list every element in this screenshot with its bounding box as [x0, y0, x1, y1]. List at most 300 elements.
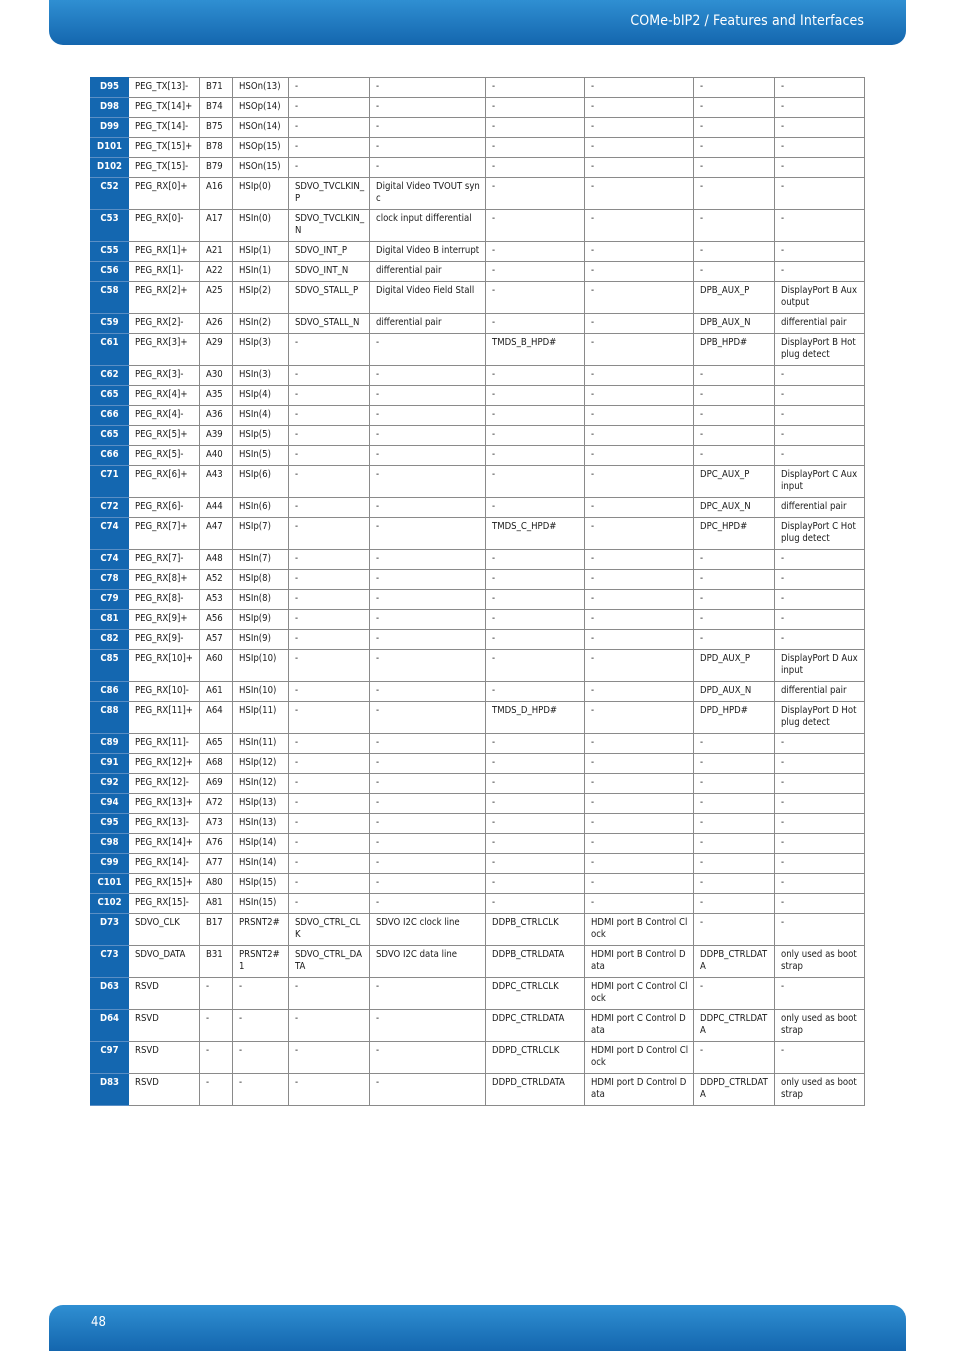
- dp-signal-cell: DPD_AUX_N: [694, 682, 775, 702]
- sdvo-desc-cell: -: [370, 1074, 486, 1106]
- peg-signal-cell: PRSNT2#: [233, 914, 289, 946]
- dp-signal-cell: DPD_HPD#: [694, 702, 775, 734]
- signal-cell: PEG_TX[14]+: [129, 98, 200, 118]
- signal-cell: PEG_RX[2]+: [129, 282, 200, 314]
- table-row: [91, 978, 865, 1010]
- peg-signal-cell: HSIp(6): [233, 466, 289, 498]
- pin-cell: C58: [91, 282, 129, 314]
- peg-signal-cell: HSIp(13): [233, 794, 289, 814]
- peg-signal-cell: HSOp(14): [233, 98, 289, 118]
- dp-signal-cell: DPD_AUX_P: [694, 650, 775, 682]
- signal-cell: PEG_RX[9]-: [129, 630, 200, 650]
- signal-cell: PEG_RX[1]+: [129, 242, 200, 262]
- table-row: [91, 894, 865, 914]
- peg-signal-cell: -: [233, 1074, 289, 1106]
- signal-cell: RSVD: [129, 1074, 200, 1106]
- sdvo-signal-cell: -: [289, 874, 370, 894]
- sdvo-desc-cell: -: [370, 406, 486, 426]
- signal-cell: RSVD: [129, 1042, 200, 1074]
- dp-desc-cell: -: [775, 794, 865, 814]
- tmds-signal-cell: -: [486, 78, 585, 98]
- tmds-desc-cell: -: [585, 78, 694, 98]
- dp-signal-cell: -: [694, 178, 775, 210]
- table-row: [91, 314, 865, 334]
- sdvo-desc-cell: -: [370, 874, 486, 894]
- dp-signal-cell: DDPC_CTRLDATA: [694, 1010, 775, 1042]
- signal-cell: PEG_RX[14]+: [129, 834, 200, 854]
- peg-signal-cell: HSIn(9): [233, 630, 289, 650]
- peg-pin-cell: A64: [200, 702, 233, 734]
- sdvo-desc-cell: -: [370, 682, 486, 702]
- pin-cell: C97: [91, 1042, 129, 1074]
- tmds-desc-cell: -: [585, 894, 694, 914]
- sdvo-desc-cell: -: [370, 834, 486, 854]
- sdvo-desc-cell: -: [370, 978, 486, 1010]
- sdvo-signal-cell: -: [289, 386, 370, 406]
- peg-pin-cell: A17: [200, 210, 233, 242]
- tmds-signal-cell: -: [486, 774, 585, 794]
- table-row: [91, 610, 865, 630]
- table-row: [91, 158, 865, 178]
- table-row: [91, 446, 865, 466]
- tmds-desc-cell: -: [585, 158, 694, 178]
- table-row: [91, 118, 865, 138]
- pin-cell: C91: [91, 754, 129, 774]
- pin-cell: C74: [91, 518, 129, 550]
- dp-desc-cell: -: [775, 1042, 865, 1074]
- peg-signal-cell: HSIn(6): [233, 498, 289, 518]
- tmds-signal-cell: -: [486, 98, 585, 118]
- dp-signal-cell: -: [694, 446, 775, 466]
- dp-signal-cell: -: [694, 590, 775, 610]
- table-row: [91, 210, 865, 242]
- peg-signal-cell: HSIn(12): [233, 774, 289, 794]
- sdvo-desc-cell: differential pair: [370, 314, 486, 334]
- tmds-signal-cell: DDPC_CTRLDATA: [486, 1010, 585, 1042]
- sdvo-signal-cell: SDVO_CTRL_DATA: [289, 946, 370, 978]
- peg-pin-cell: A65: [200, 734, 233, 754]
- peg-signal-cell: HSIn(14): [233, 854, 289, 874]
- signal-cell: PEG_RX[8]+: [129, 570, 200, 590]
- peg-signal-cell: HSIp(10): [233, 650, 289, 682]
- sdvo-signal-cell: -: [289, 334, 370, 366]
- pin-cell: D63: [91, 978, 129, 1010]
- pin-cell: C85: [91, 650, 129, 682]
- tmds-signal-cell: -: [486, 834, 585, 854]
- dp-signal-cell: -: [694, 242, 775, 262]
- pin-table-body: [91, 78, 865, 1106]
- sdvo-desc-cell: -: [370, 794, 486, 814]
- dp-desc-cell: DisplayPort C Hotplug detect: [775, 518, 865, 550]
- table-row: [91, 914, 865, 946]
- sdvo-desc-cell: -: [370, 78, 486, 98]
- dp-desc-cell: -: [775, 570, 865, 590]
- table-row: [91, 262, 865, 282]
- dp-desc-cell: -: [775, 978, 865, 1010]
- tmds-signal-cell: TMDS_C_HPD#: [486, 518, 585, 550]
- peg-signal-cell: -: [233, 978, 289, 1010]
- sdvo-desc-cell: -: [370, 550, 486, 570]
- sdvo-signal-cell: -: [289, 590, 370, 610]
- sdvo-desc-cell: -: [370, 814, 486, 834]
- signal-cell: SDVO_DATA: [129, 946, 200, 978]
- table-row: [91, 946, 865, 978]
- tmds-desc-cell: -: [585, 406, 694, 426]
- peg-signal-cell: HSIp(0): [233, 178, 289, 210]
- peg-signal-cell: HSOn(14): [233, 118, 289, 138]
- tmds-signal-cell: -: [486, 854, 585, 874]
- page-header: [49, 0, 906, 45]
- peg-pin-cell: A68: [200, 754, 233, 774]
- tmds-signal-cell: -: [486, 158, 585, 178]
- peg-signal-cell: HSIp(14): [233, 834, 289, 854]
- table-row: [91, 814, 865, 834]
- tmds-signal-cell: -: [486, 894, 585, 914]
- peg-pin-cell: A72: [200, 794, 233, 814]
- dp-desc-cell: -: [775, 610, 865, 630]
- tmds-desc-cell: -: [585, 854, 694, 874]
- dp-desc-cell: -: [775, 590, 865, 610]
- peg-signal-cell: HSIn(13): [233, 814, 289, 834]
- dp-desc-cell: -: [775, 118, 865, 138]
- peg-pin-cell: -: [200, 1042, 233, 1074]
- dp-signal-cell: -: [694, 138, 775, 158]
- dp-signal-cell: -: [694, 1042, 775, 1074]
- dp-signal-cell: DDPB_CTRLDATA: [694, 946, 775, 978]
- tmds-desc-cell: -: [585, 630, 694, 650]
- dp-desc-cell: -: [775, 178, 865, 210]
- signal-cell: PEG_RX[15]-: [129, 894, 200, 914]
- signal-cell: PEG_RX[11]+: [129, 702, 200, 734]
- pin-cell: C78: [91, 570, 129, 590]
- pin-cell: C71: [91, 466, 129, 498]
- peg-signal-cell: HSIp(2): [233, 282, 289, 314]
- tmds-desc-cell: -: [585, 702, 694, 734]
- tmds-desc-cell: HDMI port D Control Clock: [585, 1042, 694, 1074]
- tmds-desc-cell: -: [585, 118, 694, 138]
- sdvo-signal-cell: -: [289, 702, 370, 734]
- dp-desc-cell: -: [775, 874, 865, 894]
- sdvo-desc-cell: -: [370, 158, 486, 178]
- dp-desc-cell: -: [775, 98, 865, 118]
- dp-signal-cell: -: [694, 754, 775, 774]
- peg-signal-cell: HSIn(0): [233, 210, 289, 242]
- peg-pin-cell: A36: [200, 406, 233, 426]
- peg-signal-cell: HSIp(15): [233, 874, 289, 894]
- table-row: [91, 98, 865, 118]
- tmds-desc-cell: -: [585, 282, 694, 314]
- table-row: [91, 1042, 865, 1074]
- signal-cell: PEG_TX[14]-: [129, 118, 200, 138]
- peg-signal-cell: HSIp(7): [233, 518, 289, 550]
- dp-desc-cell: -: [775, 242, 865, 262]
- tmds-signal-cell: DDPB_CTRLCLK: [486, 914, 585, 946]
- tmds-signal-cell: DDPD_CTRLDATA: [486, 1074, 585, 1106]
- peg-pin-cell: B74: [200, 98, 233, 118]
- tmds-desc-cell: -: [585, 814, 694, 834]
- sdvo-desc-cell: -: [370, 138, 486, 158]
- table-row: [91, 138, 865, 158]
- pin-cell: C81: [91, 610, 129, 630]
- sdvo-signal-cell: SDVO_INT_N: [289, 262, 370, 282]
- signal-cell: PEG_RX[3]-: [129, 366, 200, 386]
- table-row: [91, 794, 865, 814]
- tmds-signal-cell: -: [486, 682, 585, 702]
- pin-cell: C101: [91, 874, 129, 894]
- tmds-desc-cell: HDMI port C Control Clock: [585, 978, 694, 1010]
- sdvo-signal-cell: -: [289, 734, 370, 754]
- pin-cell: C102: [91, 894, 129, 914]
- peg-pin-cell: B17: [200, 914, 233, 946]
- table-row: [91, 774, 865, 794]
- dp-desc-cell: only used as boot strap: [775, 946, 865, 978]
- tmds-signal-cell: -: [486, 814, 585, 834]
- tmds-signal-cell: -: [486, 630, 585, 650]
- peg-pin-cell: A25: [200, 282, 233, 314]
- dp-signal-cell: -: [694, 406, 775, 426]
- peg-pin-cell: A60: [200, 650, 233, 682]
- dp-desc-cell: -: [775, 834, 865, 854]
- pin-cell: C65: [91, 386, 129, 406]
- tmds-desc-cell: -: [585, 98, 694, 118]
- sdvo-signal-cell: -: [289, 550, 370, 570]
- tmds-desc-cell: HDMI port B Control Clock: [585, 914, 694, 946]
- peg-pin-cell: A61: [200, 682, 233, 702]
- peg-pin-cell: -: [200, 1010, 233, 1042]
- dp-signal-cell: -: [694, 118, 775, 138]
- signal-cell: PEG_TX[15]-: [129, 158, 200, 178]
- tmds-signal-cell: TMDS_B_HPD#: [486, 334, 585, 366]
- sdvo-desc-cell: Digital Video Field Stall: [370, 282, 486, 314]
- pin-cell: C65: [91, 426, 129, 446]
- table-row: [91, 242, 865, 262]
- table-row: [91, 282, 865, 314]
- tmds-desc-cell: -: [585, 386, 694, 406]
- table-row: [91, 550, 865, 570]
- peg-signal-cell: HSIp(8): [233, 570, 289, 590]
- dp-desc-cell: -: [775, 914, 865, 946]
- dp-desc-cell: DisplayPort B Hotplug detect: [775, 334, 865, 366]
- sdvo-desc-cell: -: [370, 426, 486, 446]
- dp-desc-cell: -: [775, 774, 865, 794]
- signal-cell: PEG_RX[14]-: [129, 854, 200, 874]
- table-row: [91, 854, 865, 874]
- dp-desc-cell: -: [775, 630, 865, 650]
- peg-pin-cell: A30: [200, 366, 233, 386]
- tmds-signal-cell: -: [486, 610, 585, 630]
- pin-cell: C95: [91, 814, 129, 834]
- sdvo-desc-cell: -: [370, 118, 486, 138]
- sdvo-desc-cell: -: [370, 446, 486, 466]
- peg-pin-cell: A16: [200, 178, 233, 210]
- tmds-signal-cell: -: [486, 138, 585, 158]
- dp-desc-cell: -: [775, 426, 865, 446]
- signal-cell: RSVD: [129, 1010, 200, 1042]
- sdvo-signal-cell: -: [289, 518, 370, 550]
- sdvo-signal-cell: -: [289, 498, 370, 518]
- peg-pin-cell: -: [200, 1074, 233, 1106]
- tmds-signal-cell: -: [486, 446, 585, 466]
- tmds-signal-cell: -: [486, 210, 585, 242]
- peg-pin-cell: A81: [200, 894, 233, 914]
- sdvo-signal-cell: -: [289, 78, 370, 98]
- sdvo-signal-cell: -: [289, 1074, 370, 1106]
- table-row: [91, 834, 865, 854]
- peg-pin-cell: A43: [200, 466, 233, 498]
- dp-signal-cell: -: [694, 834, 775, 854]
- tmds-signal-cell: -: [486, 754, 585, 774]
- signal-cell: PEG_RX[10]+: [129, 650, 200, 682]
- pin-cell: D83: [91, 1074, 129, 1106]
- peg-pin-cell: B75: [200, 118, 233, 138]
- tmds-desc-cell: -: [585, 210, 694, 242]
- peg-pin-cell: A80: [200, 874, 233, 894]
- dp-desc-cell: -: [775, 262, 865, 282]
- tmds-desc-cell: -: [585, 466, 694, 498]
- peg-pin-cell: A22: [200, 262, 233, 282]
- sdvo-desc-cell: -: [370, 334, 486, 366]
- dp-signal-cell: DPC_HPD#: [694, 518, 775, 550]
- dp-signal-cell: -: [694, 210, 775, 242]
- pin-cell: D64: [91, 1010, 129, 1042]
- sdvo-signal-cell: -: [289, 406, 370, 426]
- dp-desc-cell: -: [775, 78, 865, 98]
- table-row: [91, 590, 865, 610]
- sdvo-desc-cell: -: [370, 734, 486, 754]
- sdvo-signal-cell: -: [289, 682, 370, 702]
- peg-signal-cell: HSIn(3): [233, 366, 289, 386]
- pin-cell: C88: [91, 702, 129, 734]
- dp-signal-cell: -: [694, 610, 775, 630]
- pin-cell: D102: [91, 158, 129, 178]
- tmds-signal-cell: -: [486, 242, 585, 262]
- dp-desc-cell: -: [775, 386, 865, 406]
- peg-pin-cell: A40: [200, 446, 233, 466]
- tmds-signal-cell: -: [486, 734, 585, 754]
- signal-cell: PEG_RX[1]-: [129, 262, 200, 282]
- pin-cell: C61: [91, 334, 129, 366]
- peg-pin-cell: A77: [200, 854, 233, 874]
- table-row: [91, 702, 865, 734]
- sdvo-desc-cell: -: [370, 366, 486, 386]
- pin-cell: C59: [91, 314, 129, 334]
- table-row: [91, 874, 865, 894]
- dp-desc-cell: -: [775, 854, 865, 874]
- signal-cell: PEG_RX[9]+: [129, 610, 200, 630]
- peg-pin-cell: A53: [200, 590, 233, 610]
- pin-cell: D101: [91, 138, 129, 158]
- dp-signal-cell: -: [694, 794, 775, 814]
- dp-signal-cell: -: [694, 874, 775, 894]
- tmds-desc-cell: -: [585, 734, 694, 754]
- signal-cell: PEG_RX[0]-: [129, 210, 200, 242]
- sdvo-desc-cell: Digital Video TVOUT sync: [370, 178, 486, 210]
- sdvo-desc-cell: Digital Video B interrupt: [370, 242, 486, 262]
- sdvo-signal-cell: -: [289, 466, 370, 498]
- tmds-desc-cell: -: [585, 446, 694, 466]
- dp-signal-cell: -: [694, 854, 775, 874]
- sdvo-signal-cell: SDVO_CTRL_CLK: [289, 914, 370, 946]
- peg-signal-cell: -: [233, 1010, 289, 1042]
- dp-signal-cell: -: [694, 386, 775, 406]
- sdvo-desc-cell: -: [370, 894, 486, 914]
- sdvo-signal-cell: -: [289, 610, 370, 630]
- table-row: [91, 682, 865, 702]
- tmds-desc-cell: -: [585, 178, 694, 210]
- tmds-desc-cell: -: [585, 426, 694, 446]
- sdvo-signal-cell: -: [289, 446, 370, 466]
- dp-signal-cell: DPB_AUX_P: [694, 282, 775, 314]
- tmds-signal-cell: -: [486, 466, 585, 498]
- dp-signal-cell: DPB_HPD#: [694, 334, 775, 366]
- pin-cell: C53: [91, 210, 129, 242]
- sdvo-desc-cell: -: [370, 854, 486, 874]
- sdvo-desc-cell: -: [370, 650, 486, 682]
- pin-cell: C98: [91, 834, 129, 854]
- dp-desc-cell: differential pair: [775, 314, 865, 334]
- table-row: [91, 570, 865, 590]
- dp-signal-cell: -: [694, 550, 775, 570]
- sdvo-desc-cell: -: [370, 98, 486, 118]
- dp-desc-cell: only used as boot strap: [775, 1010, 865, 1042]
- tmds-desc-cell: -: [585, 874, 694, 894]
- sdvo-signal-cell: -: [289, 650, 370, 682]
- pin-cell: C72: [91, 498, 129, 518]
- dp-signal-cell: -: [694, 894, 775, 914]
- tmds-desc-cell: -: [585, 550, 694, 570]
- dp-desc-cell: DisplayPort D Aux input: [775, 650, 865, 682]
- sdvo-desc-cell: -: [370, 386, 486, 406]
- sdvo-signal-cell: -: [289, 794, 370, 814]
- dp-desc-cell: differential pair: [775, 682, 865, 702]
- tmds-signal-cell: -: [486, 426, 585, 446]
- dp-signal-cell: -: [694, 570, 775, 590]
- sdvo-desc-cell: -: [370, 498, 486, 518]
- tmds-signal-cell: -: [486, 650, 585, 682]
- sdvo-signal-cell: SDVO_TVCLKIN_N: [289, 210, 370, 242]
- sdvo-desc-cell: SDVO I2C clock line: [370, 914, 486, 946]
- tmds-desc-cell: -: [585, 570, 694, 590]
- peg-pin-cell: A56: [200, 610, 233, 630]
- sdvo-signal-cell: -: [289, 774, 370, 794]
- pin-cell: C73: [91, 946, 129, 978]
- tmds-desc-cell: -: [585, 794, 694, 814]
- peg-pin-cell: B79: [200, 158, 233, 178]
- page-number: 48: [91, 1315, 106, 1330]
- signal-cell: PEG_RX[13]+: [129, 794, 200, 814]
- sdvo-signal-cell: -: [289, 814, 370, 834]
- sdvo-signal-cell: SDVO_INT_P: [289, 242, 370, 262]
- pin-cell: C74: [91, 550, 129, 570]
- peg-signal-cell: HSIn(5): [233, 446, 289, 466]
- header-title: COMe-bIP2 / Features and Interfaces: [630, 13, 864, 29]
- pin-cell: C86: [91, 682, 129, 702]
- signal-cell: PEG_TX[13]-: [129, 78, 200, 98]
- dp-desc-cell: -: [775, 814, 865, 834]
- peg-signal-cell: HSIn(15): [233, 894, 289, 914]
- table-row: [91, 426, 865, 446]
- signal-cell: PEG_RX[4]+: [129, 386, 200, 406]
- tmds-signal-cell: -: [486, 314, 585, 334]
- signal-cell: RSVD: [129, 978, 200, 1010]
- sdvo-signal-cell: -: [289, 1042, 370, 1074]
- dp-desc-cell: -: [775, 138, 865, 158]
- tmds-desc-cell: -: [585, 774, 694, 794]
- dp-signal-cell: -: [694, 734, 775, 754]
- peg-signal-cell: HSIp(5): [233, 426, 289, 446]
- peg-pin-cell: A44: [200, 498, 233, 518]
- sdvo-signal-cell: -: [289, 98, 370, 118]
